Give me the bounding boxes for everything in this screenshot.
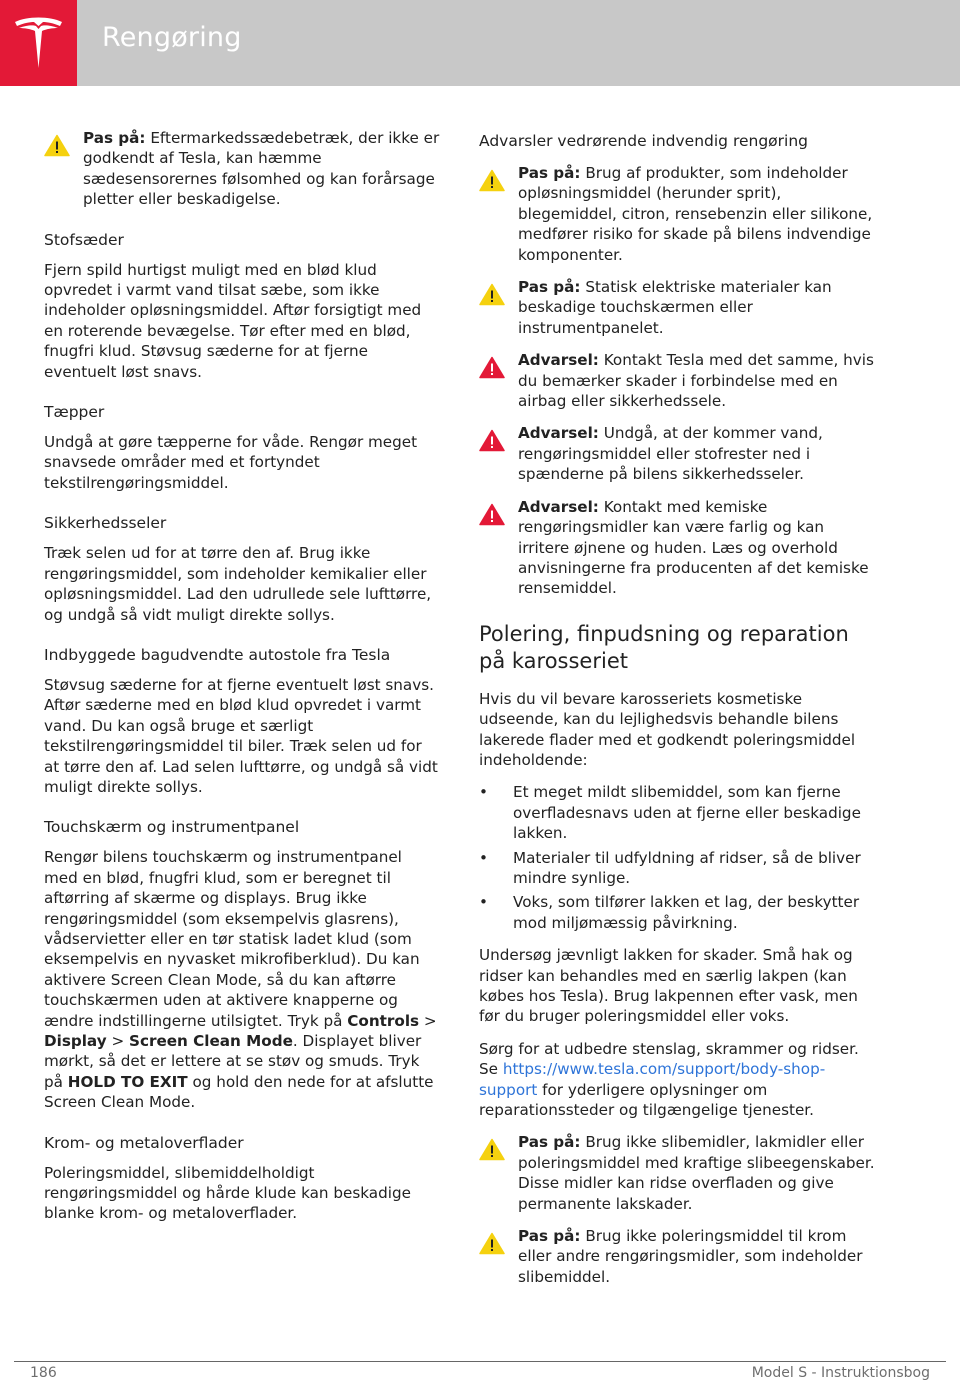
separator: > (106, 1032, 130, 1050)
caution-text: Eftermarkedssædebetræk, der ikke er godkendt af Tesla, kan hæmme sædesensorernes følsomhed og kan forårsage pletter eller beskadigelse. (83, 129, 440, 209)
warning-note (479, 350, 875, 411)
warning-label: Advarsel: (518, 424, 599, 443)
section-body (44, 847, 440, 1112)
inspect-paragraph: Undersøg jævnligt lakken for skader. Små hak og ridser kan behandles med en særlig lakpen (kan købes hos Tesla). Brug lakpennen efter vask, men før du bruger poleringsmiddel eller voks. (479, 946, 858, 1026)
section-title: Tæpper (44, 403, 105, 422)
section-touchskaerm (44, 817, 440, 1112)
warning-label: Advarsel: (518, 497, 599, 516)
caution-note (44, 128, 440, 210)
warning-label: Advarsel: (518, 351, 599, 370)
caution-text: Statisk elektriske materialer kan beskadige touchskærmen eller instrumentpanelet. (518, 278, 832, 337)
section-sikkerhedsseler (44, 513, 440, 625)
caution-icon (479, 1138, 505, 1161)
list-item-text: Materialer til udfyldning af ridser, så de bliver mindre synlige. (513, 848, 861, 887)
body-text: . Displayet bliver mørkt, så det er lettere at se støv og smuds. Tryk på (44, 1032, 422, 1091)
list-item (479, 782, 875, 843)
section-title: Indbyggede bagudvendte autostole fra Tesla (44, 645, 391, 664)
list-item-text: Et meget mildt slibemiddel, som kan fjerne overfladesnavs uden at fjerne eller beskadige lakken. (513, 783, 861, 843)
section-stofsaeder (44, 230, 440, 382)
warning-text: Kontakt med kemiske rengøringsmidler kan være farlig og kan irritere øjnene og huden. Læs og overhold anvisningerne fra producenten af det kemiske rensemiddel. (518, 497, 869, 598)
section-body: Fjern spild hurtigst muligt med en blød klud opvredet i varmt vand tilsat sæbe, som ikke indeholder opløsningsmiddel. Aftør forsigtigt med en roterende bevægelse. Tør efter med en blød, fnugfri klud. Støvsug sæderne for at fjerne eventuelt løst snavs. (44, 260, 422, 381)
caution-label: Pas på: (518, 1133, 581, 1152)
page-number: 186 (30, 1365, 57, 1381)
caution-text: Brug ikke slibemidler, lakmidler eller poleringsmiddel med kraftige slibeegenskaber. Disse midler kan ridse overfladen og give permanente lakskader. (518, 1133, 875, 1213)
section-body: Undgå at gøre tæpperne for våde. Rengør meget snavsede områder med et fortyndet tekstilrengøringsmiddel. (44, 433, 418, 492)
warning-note (479, 497, 875, 599)
section-krom (44, 1133, 440, 1224)
warning-text: Undgå, at der kommer vand, rengøringsmiddel eller stofrester ned i spænderne på bilens sikkerhedsseler. (518, 424, 823, 484)
warning-icon (479, 503, 505, 526)
caution-icon (479, 1232, 505, 1255)
tesla-logo-icon (13, 14, 64, 70)
section-autostole (44, 645, 440, 797)
warning-text: Kontakt Tesla med det samme, hvis du bemærker skader i forbindelse med en airbag eller sikkerhedssele. (518, 351, 874, 411)
section-title: Stofsæder (44, 230, 124, 249)
warnings-title: Advarsler vedrørende indvendig rengøring (479, 132, 808, 150)
section-body: Træk selen ud for at tørre den af. Brug ikke rengøringsmiddel, som indeholder kemikalier eller opløsningsmiddel. Lad den udrullede sele lufttørre, og undgå så vidt muligt direkte sollys. (44, 544, 432, 624)
ui-screen-clean-mode: Screen Clean Mode (129, 1032, 293, 1050)
section-body: Støvsug sæderne for at fjerne eventuelt løst snavs. Aftør sæderne med en blød klud opvredet i varmt vand. Du kan også bruge et særligt tekstilrengøringsmiddel til biler. Træk selen ud for at tørre den af. Lad selen lufttørre, og undgå så vidt muligt direkte sollys. (44, 675, 438, 796)
list-item (479, 892, 875, 933)
caution-note (479, 163, 875, 265)
caution-note (479, 1132, 875, 1214)
caution-text: Brug af produkter, som indeholder opløsningsmiddel (herunder sprit), blegemiddel, citron, rensebenzin eller silikone, medfører risiko for skade på bilens indvendige komponenter. (518, 164, 873, 264)
separator: > (419, 1011, 437, 1030)
polish-list (479, 782, 875, 933)
page-header (0, 0, 960, 86)
caution-label: Pas på: (518, 164, 581, 182)
footer-title: Model S - Instruktionsbog (751, 1365, 930, 1381)
left-column (44, 128, 440, 1236)
right-column (479, 131, 875, 1299)
caution-icon (44, 134, 70, 157)
bullet: • (479, 783, 488, 802)
caution-icon (479, 283, 505, 306)
polish-heading: Polering, finpudsning og reparation på karosseriet (479, 621, 849, 673)
tesla-logo (0, 0, 77, 86)
body-text: Sørg for at udbedre stenslag, skrammer og ridser. Se (479, 1039, 859, 1079)
page-title: Rengøring (102, 22, 242, 53)
section-body: Poleringsmiddel, slibemiddelholdigt rengøringsmiddel og hårde klude kan beskadige blanke krom- og metaloverflader. (44, 1163, 411, 1223)
caution-text: Brug ikke poleringsmiddel til krom eller andre rengøringsmidler, som indeholder slibemiddel. (518, 1227, 863, 1286)
ui-hold-to-exit: HOLD TO EXIT (67, 1072, 188, 1091)
repair-paragraph (479, 1039, 875, 1121)
caution-label: Pas på: (83, 129, 146, 147)
section-taepper (44, 402, 440, 493)
warning-note (479, 423, 875, 484)
body-shop-support-link[interactable]: https://www.tesla.com/support/body-shop-support (479, 1060, 826, 1099)
footer-divider (14, 1361, 946, 1362)
ui-display: Display (44, 1032, 107, 1050)
list-item (479, 848, 875, 889)
ui-controls: Controls (347, 1011, 420, 1030)
section-title: Touchskærm og instrumentpanel (44, 818, 300, 837)
section-title: Sikkerhedsseler (44, 514, 167, 533)
warning-icon (479, 356, 505, 379)
caution-note (479, 277, 875, 338)
bullet: • (479, 893, 488, 912)
body-text: Rengør bilens touchskærm og instrumentpanel med en blød, fnugfri klud, som er beregnet til aftørring af skærme og displays. Brug ikke rengøringsmiddel (som eksempelvis glasrens), vådservietter eller en tør statisk ladet klud (som eksempelvis en nyvasket mikrofiberklud). Du kan aktivere Screen Clean Mode, så du kan aftørre touchskærmen uden at aktivere knapperne og ændre indstillingerne utilsigtet. Tryk på (44, 848, 420, 1030)
section-title: Krom- og metaloverflader (44, 1133, 244, 1152)
bullet: • (479, 848, 488, 867)
polish-intro: Hvis du vil bevare karosseriets kosmetiske udseende, kan du lejlighedsvis behandle bilens lakerede flader med et godkendt poleringsmiddel indeholdende: (479, 689, 856, 769)
caution-label: Pas på: (518, 1227, 581, 1246)
body-text: og hold den nede for at afslutte Screen Clean Mode. (44, 1072, 434, 1112)
caution-icon (479, 169, 505, 192)
caution-note (479, 1226, 875, 1287)
warning-icon (479, 429, 505, 452)
caution-label: Pas på: (518, 278, 581, 297)
list-item-text: Voks, som tilfører lakken et lag, der beskytter mod miljømæssig påvirkning. (513, 893, 860, 932)
body-text: for yderligere oplysninger om reparationssteder og tilgængelige tjenester. (479, 1080, 814, 1120)
